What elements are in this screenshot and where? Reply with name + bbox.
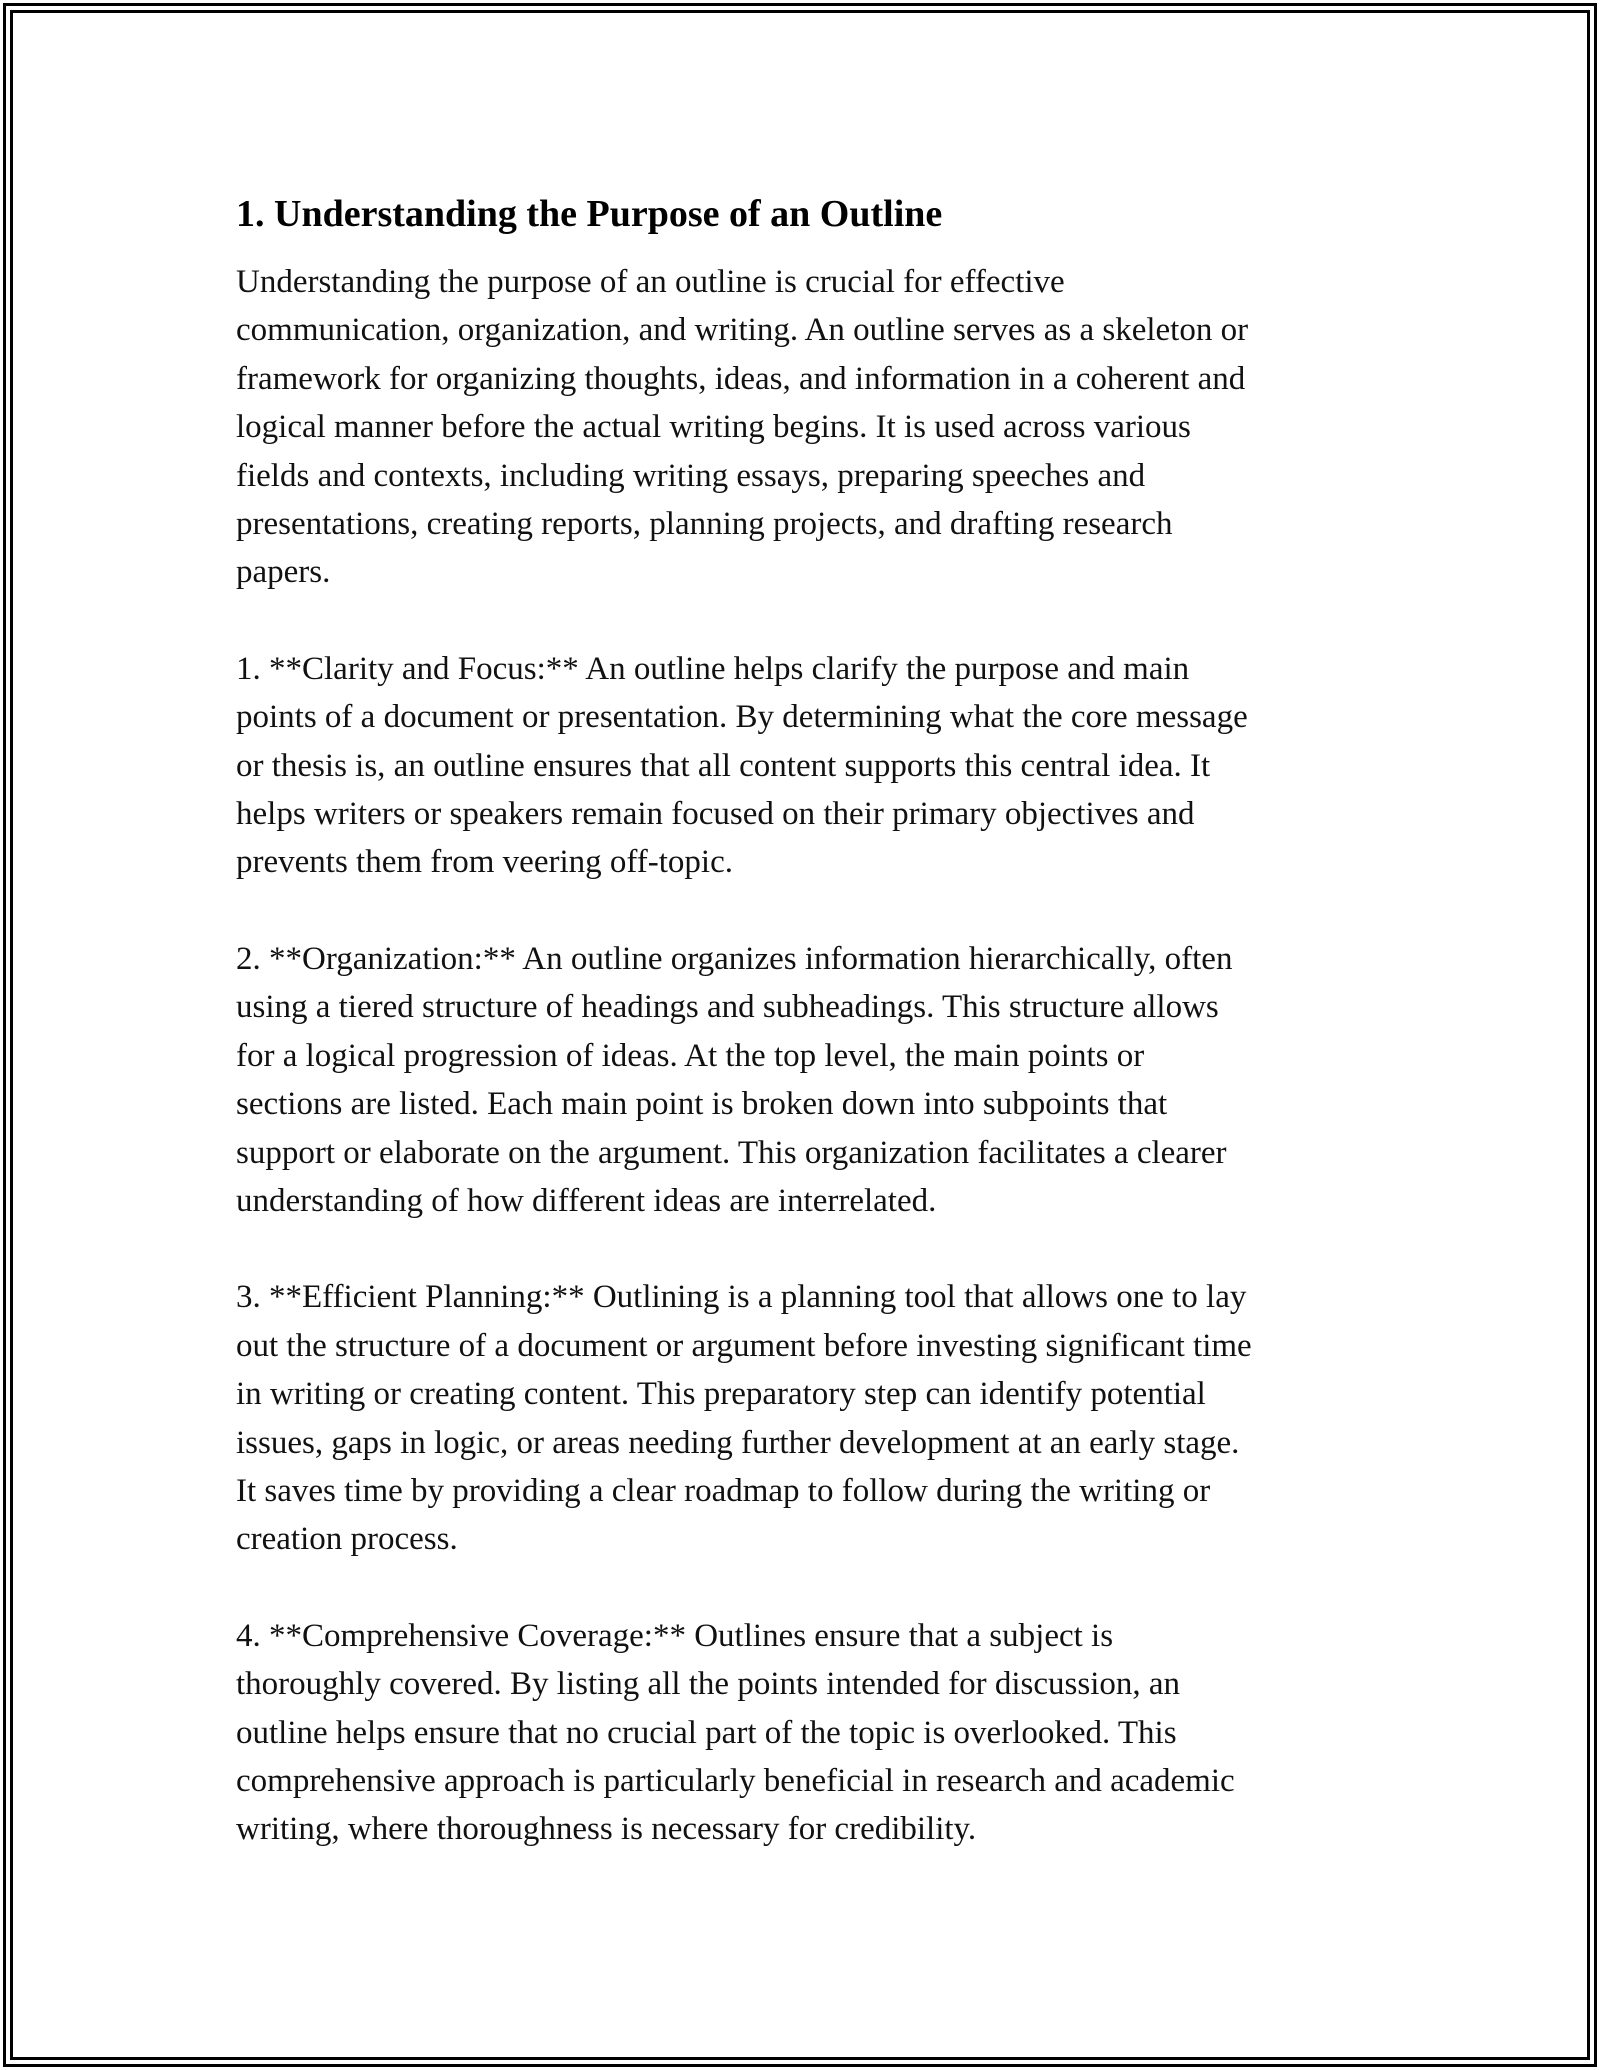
- text-line: Understanding the purpose of an outline is crucial for effective: [236, 264, 1065, 300]
- text-line: It saves time by providing a clear roadmap to follow during the writing or: [236, 1472, 1211, 1509]
- document-body: [236, 186, 1376, 1854]
- point-organization: [236, 935, 1376, 1225]
- text-line: 4. **Comprehensive Coverage:** Outlines ensure that a subject is: [236, 1617, 1114, 1654]
- section-heading: 1. Understanding the Purpose of an Outline: [236, 193, 943, 235]
- text-line: in writing or creating content. This preparatory step can identify potential: [236, 1376, 1206, 1413]
- text-line: thoroughly covered. By listing all the points intended for discussion, an: [236, 1666, 1181, 1703]
- text-line: issues, gaps in logic, or areas needing further development at an early stage.: [236, 1424, 1240, 1461]
- text-line: understanding of how different ideas are interrelated.: [236, 1182, 937, 1219]
- text-line: comprehensive approach is particularly beneficial in research and academic: [236, 1762, 1235, 1799]
- text-line: out the structure of a document or argument before investing significant time: [236, 1327, 1252, 1364]
- text-line: papers.: [236, 554, 331, 591]
- text-line: framework for organizing thoughts, ideas, and information in a coherent and: [236, 360, 1246, 397]
- text-line: for a logical progression of ideas. At the top level, the main points or: [236, 1037, 1145, 1074]
- point-efficient-planning: [236, 1273, 1376, 1563]
- text-line: or thesis is, an outline ensures that all content supports this central idea. It: [236, 747, 1211, 784]
- text-line: creation process.: [236, 1521, 458, 1558]
- intro-paragraph: [236, 258, 1376, 597]
- point-comprehensive-coverage: [236, 1612, 1376, 1854]
- point-clarity-and-focus: [236, 645, 1376, 887]
- text-line: prevents them from veering off-topic.: [236, 844, 733, 881]
- text-line: writing, where thoroughness is necessary for credibility.: [236, 1811, 977, 1848]
- text-line: using a tiered structure of headings and subheadings. This structure allows: [236, 989, 1219, 1026]
- text-line: points of a document or presentation. By determining what the core message: [236, 699, 1248, 736]
- text-line: 2. **Organization:** An outline organizes information hierarchically, often: [236, 940, 1233, 977]
- text-line: helps writers or speakers remain focused on their primary objectives and: [236, 796, 1195, 833]
- text-line: presentations, creating reports, planning projects, and drafting research: [236, 506, 1173, 543]
- text-line: outline helps ensure that no crucial part of the topic is overlooked. This: [236, 1714, 1177, 1751]
- text-line: sections are listed. Each main point is broken down into subpoints that: [236, 1086, 1168, 1123]
- text-line: communication, organization, and writing. An outline serves as a skeleton or: [236, 312, 1249, 349]
- text-line: fields and contexts, including writing essays, preparing speeches and: [236, 457, 1146, 494]
- text-line: logical manner before the actual writing begins. It is used across various: [236, 409, 1191, 446]
- text-line: 3. **Efficient Planning:** Outlining is a planning tool that allows one to lay: [236, 1279, 1247, 1316]
- text-line: support or elaborate on the argument. This organization facilitates a clearer: [236, 1134, 1227, 1171]
- text-line: 1. **Clarity and Focus:** An outline helps clarify the purpose and main: [236, 650, 1190, 687]
